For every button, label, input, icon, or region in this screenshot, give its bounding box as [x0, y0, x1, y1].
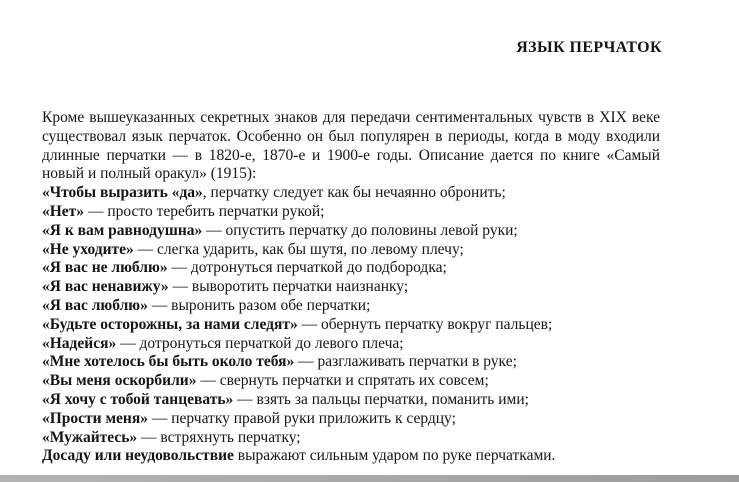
signal-meaning: — взять за пальцы перчатки, поманить ими; — [233, 390, 529, 408]
signal-meaning: — выронить разом обе перчатки; — [147, 296, 371, 314]
glove-signal-entry — [42, 259, 660, 278]
glove-signal-entry — [42, 222, 660, 241]
glove-signal-entry — [42, 184, 660, 203]
signal-meaning: — просто теребить перчатки рукой; — [84, 202, 325, 220]
signal-phrase: «Я вас люблю» — [42, 296, 148, 314]
signal-meaning: — опустить перчатку до половины левой руки; — [202, 221, 518, 239]
signal-phrase: Досаду или неудовольствие — [42, 447, 234, 465]
signal-meaning: , перчатку следует как бы нечаянно обронить; — [202, 184, 506, 202]
glove-signal-entry — [42, 335, 660, 354]
signal-phrase: «Будьте осторожны, за нами следят» — [42, 315, 298, 333]
glove-signal-entry — [42, 278, 660, 297]
signal-meaning: — обернуть перчатку вокруг пальцев; — [297, 315, 553, 333]
signal-phrase: «Не уходите» — [42, 240, 134, 258]
signal-phrase: «Я к вам равнодушна» — [42, 221, 203, 239]
signal-meaning: — свернуть перчатки и спрятать их совсем; — [196, 372, 489, 390]
page-bottom-shadow — [0, 475, 739, 482]
signal-meaning: — дотронуться перчаткой до левого плеча; — [116, 334, 404, 352]
page-title: ЯЗЫК ПЕРЧАТОК — [516, 39, 662, 56]
signal-meaning: — выворотить перчатки наизнанку; — [168, 278, 409, 296]
signal-meaning: — перчатку правой руки приложить к сердцу; — [147, 409, 456, 427]
glove-signal-entry — [42, 241, 660, 260]
signal-phrase: «Нет» — [42, 202, 85, 220]
glove-signal-entry — [42, 297, 660, 316]
glove-signal-entry — [42, 353, 660, 372]
glove-signal-entry — [42, 203, 660, 222]
signal-phrase: «Мужайтесь» — [42, 428, 138, 446]
glove-signal-entry — [42, 391, 660, 410]
glove-signal-entry — [42, 316, 660, 335]
glove-signal-entry — [42, 429, 660, 448]
signal-meaning: выражают сильным ударом по руке перчатками. — [233, 447, 556, 465]
signal-meaning: — дотронуться перчаткой до подбородка; — [167, 259, 447, 277]
glove-signal-entry — [42, 410, 660, 429]
signal-phrase: «Чтобы выразить «да» — [42, 184, 203, 202]
signal-meaning: — слегка ударить, как бы шутя, по левому плечу; — [133, 240, 464, 258]
signal-phrase: «Мне хотелось бы быть около тебя» — [42, 353, 295, 371]
glove-signal-entry — [42, 372, 660, 391]
text-block — [42, 109, 660, 466]
intro-paragraph: Кроме вышеуказанных секретных знаков для передачи сентиментальных чувств в XIX веке существовал язык перчаток. Особенно он был популярен в периоды, когда в моду входили длинные перчатки — в 1820-е, 1870-е и 1900-е годы. Описание дается по книге «Самый новый и полный оракул» (1915): — [42, 109, 660, 183]
signal-phrase: «Надейся» — [42, 334, 117, 352]
signal-meaning: — встряхнуть перчатку; — [137, 428, 301, 446]
signal-phrase: «Я вас ненавижу» — [42, 278, 169, 296]
signal-phrase: «Вы меня оскорбили» — [42, 372, 197, 390]
glove-signal-entry — [42, 447, 660, 466]
signal-phrase: «Я вас не люблю» — [42, 259, 168, 277]
signal-phrase: «Прости меня» — [42, 409, 148, 427]
signal-phrase: «Я хочу с тобой танцевать» — [42, 390, 234, 408]
signal-meaning: — разглаживать перчатки в руке; — [294, 353, 517, 371]
